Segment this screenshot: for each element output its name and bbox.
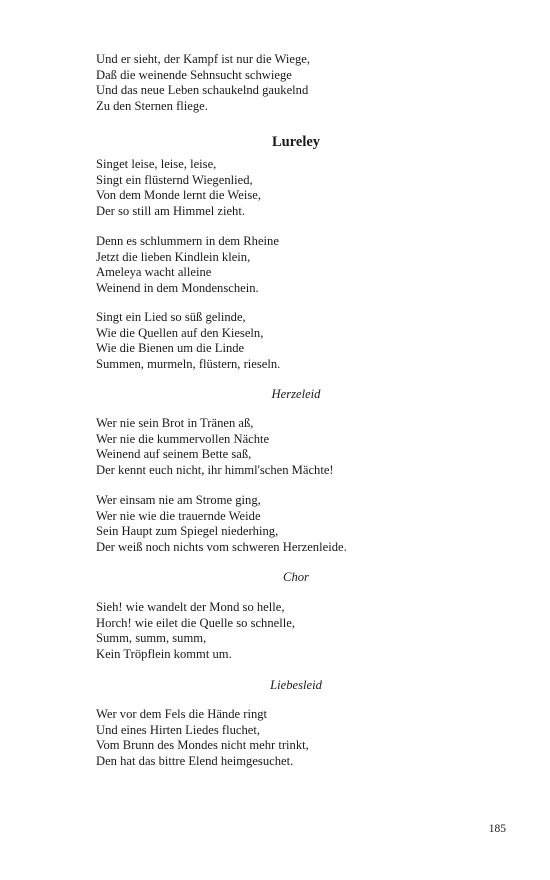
chor-stanza-1: [96, 600, 496, 662]
verse-line: Und er sieht, der Kampf ist nur die Wiege,: [96, 52, 310, 66]
poem-title-chor: Chor: [283, 570, 309, 584]
lureley-stanza-1: [96, 157, 496, 219]
herzeleid-stanza-1: [96, 416, 496, 478]
verse-line: Weinend auf seinem Bette saß,: [96, 447, 252, 461]
verse-line: Und das neue Leben schaukelnd gaukelnd: [96, 83, 309, 97]
verse-line: Summ, summ, summ,: [96, 631, 207, 645]
verse-line: Singt ein flüsternd Wiegenlied,: [96, 172, 253, 187]
verse-line: Wer vor dem Fels die Hände ringt: [96, 707, 268, 721]
poem-title-herzeleid: Herzeleid: [271, 387, 321, 401]
poem-end-stanza: [96, 52, 496, 114]
verse-line: Sieh! wie wandelt der Mond so helle,: [96, 600, 285, 614]
verse-line: Horch! wie eilet die Quelle so schnelle,: [96, 615, 295, 630]
verse-line: Wie die Quellen auf den Kieseln,: [96, 325, 264, 340]
liebesleid-stanza-1: [96, 707, 496, 769]
verse-line: Und eines Hirten Liedes fluchet,: [96, 722, 261, 737]
poem-title-liebesleid: Liebesleid: [270, 678, 322, 692]
herzeleid-stanza-2: [96, 493, 496, 555]
lureley-stanza-2: [96, 234, 496, 296]
verse-line: Der so still am Himmel zieht.: [96, 203, 245, 218]
lureley-stanza-3: [96, 310, 496, 372]
verse-line: Wie die Bienen um die Linde: [96, 341, 245, 355]
verse-line: Singt ein Lied so süß gelinde,: [96, 310, 246, 324]
verse-line: Vom Brunn des Mondes nicht mehr trinkt,: [96, 738, 309, 752]
verse-line: Wer nie wie die trauernde Weide: [96, 508, 261, 523]
verse-line: Weinend in dem Mondenschein.: [96, 280, 259, 295]
verse-line: Der weiß noch nichts vom schweren Herzenleide.: [96, 539, 347, 554]
verse-line: Denn es schlummern in dem Rheine: [96, 234, 279, 248]
verse-line: Kein Tröpflein kommt um.: [96, 646, 232, 661]
verse-line: Daß die weinende Sehnsucht schwiege: [96, 67, 292, 82]
verse-line: Von dem Monde lernt die Weise,: [96, 188, 262, 202]
verse-line: Wer nie die kummervollen Nächte: [96, 431, 270, 446]
verse-line: Ameleya wacht alleine: [96, 265, 212, 279]
verse-line: Summen, murmeln, flüstern, rieseln.: [96, 356, 281, 371]
page-number: 185: [488, 823, 506, 835]
verse-line: Sein Haupt zum Spiegel niederhing,: [96, 524, 279, 538]
verse-line: Den hat das bittre Elend heimgesuchet.: [96, 753, 294, 768]
poem-title-lureley: Lureley: [271, 134, 321, 150]
verse-line: Jetzt die lieben Kindlein klein,: [96, 249, 251, 264]
verse-line: Der kennt euch nicht, ihr himml'schen Mächte!: [96, 462, 334, 477]
verse-line: Wer einsam nie am Strome ging,: [96, 493, 261, 507]
verse-line: Wer nie sein Brot in Tränen aß,: [96, 416, 254, 430]
verse-line: Singet leise, leise, leise,: [96, 157, 217, 171]
verse-line: Zu den Sternen fliege.: [96, 98, 208, 113]
